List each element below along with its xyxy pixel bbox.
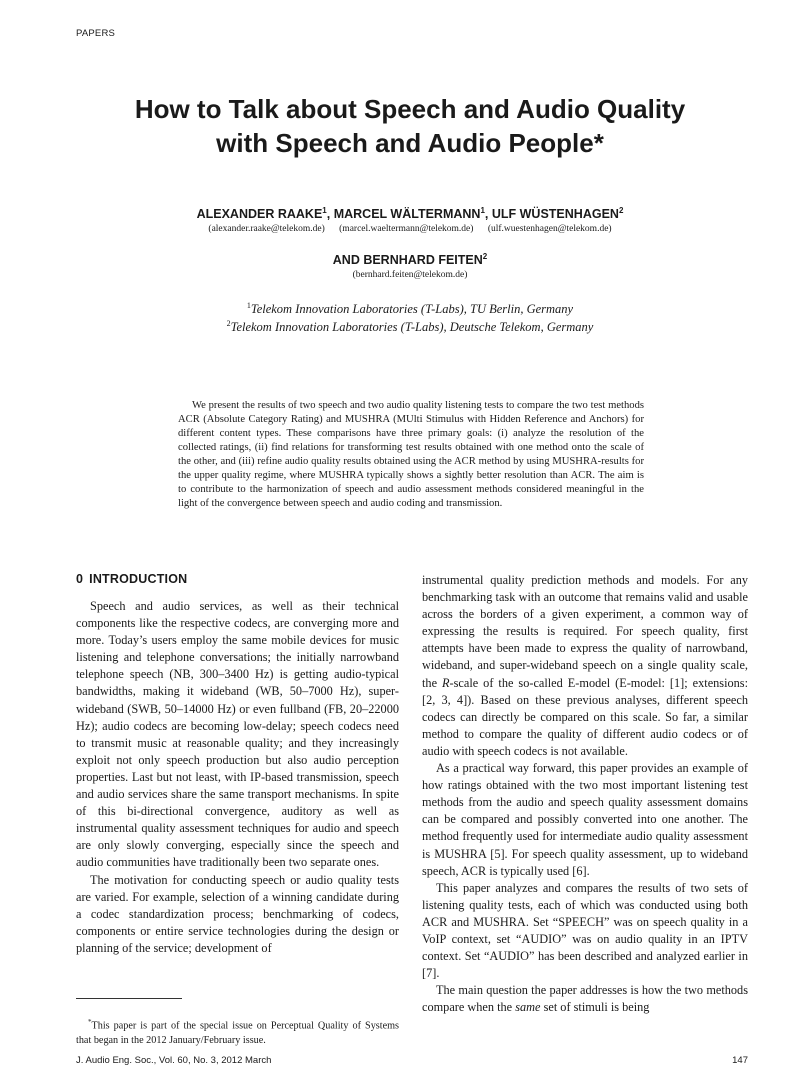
text-run: set of stimuli is being	[540, 1000, 650, 1015]
paper-title	[60, 92, 760, 160]
author-name: ULF WÜSTENHAGEN	[491, 207, 619, 222]
author-email: (alexander.raake@telekom.de)	[208, 224, 325, 234]
affiliation-marker: 2	[482, 252, 488, 261]
author-emails	[60, 224, 760, 234]
footnote-text: This paper is part of the special issue on Perceptual Quality of Systems that began in the 2012 January/February issue.	[76, 1020, 399, 1046]
author-name: MARCEL WÄLTERMANN	[333, 207, 481, 222]
author-name: ALEXANDER RAAKE	[196, 207, 323, 222]
body-paragraph: Speech and audio services, as well as their technical components like the respective codecs, are converging more and more. Today’s users employ the same mobile devices for music listening and telephone conversations; the initially narrowband telephone speech (NB, 300–3400 Hz) is getting audio-typical bandwidths, making it wideband (WB, 50–7000 Hz), super-wideband (SWB, 50–14000 Hz) or even fullband (FB, 20–22000 Hz); audio codecs are becoming low-delay; speech codecs need to transmit music at reasonable quality; and they increasingly exploit not only speech production but also audio perception properties. Last but not least, with IP-based transmission, speech and audio services share the same transport mechanisms. In spite of this bi-directional convergence, auditory as well as instrumental quality assessment techniques for audio and speech are only slowly converging, especially since the speech and audio communities have traditionally been two separate ones.	[76, 599, 399, 870]
section-number: 0	[76, 572, 84, 586]
section-heading	[76, 572, 399, 586]
affiliation-marker: 1	[246, 301, 251, 310]
text-run: -scale of the so-called E-model (E-model: [1]; extensions: [2, 3, 4]). Based on these previous analyses, different speech codecs can directly be compared on this scale. So far, a similar method to compare the quality of different audio codecs or of audio with speech codecs is not available.	[422, 675, 748, 758]
title-line-2: with Speech and Audio People*	[216, 128, 604, 158]
section-tag: PAPERS	[76, 28, 116, 39]
author-name: AND BERNHARD FEITEN	[332, 253, 483, 268]
footnote	[76, 1015, 399, 1047]
body-paragraph	[422, 572, 748, 760]
footnote-divider	[76, 998, 182, 999]
body-paragraph: The motivation for conducting speech or audio quality tests are varied. For example, selection of a winning candidate during a codec standardization process; benchmarking of codecs, components or entire service technologies during the design or planning of the service; development of	[76, 872, 399, 955]
author-list-continued	[60, 252, 760, 267]
body-paragraph: This paper analyzes and compares the results of two sets of listening quality tests, each of which was conducted using both ACR and MUSHRA. Set “SPEECH” was on speech quality in a VoIP context, set “AUDIO” was on audio quality in an IPTV context. Set “AUDIO” has been described and analyzed earlier in [7].	[422, 880, 748, 981]
affiliation-marker: 1	[322, 206, 327, 215]
italic-text: same	[515, 1000, 541, 1015]
journal-reference: J. Audio Eng. Soc., Vol. 60, No. 3, 2012 March	[76, 1055, 272, 1066]
left-column	[76, 572, 399, 957]
affiliation-marker: 2	[226, 319, 231, 328]
text-run: instrumental quality prediction methods and models. For any benchmarking task with an outcome that remains valid and usable across the borders of a given experiment, a common way of expressing the results is required. For speech quality, first attempts have been made to express the quality of narrowband, wideband, and super-wideband speech on a single quality scale, the	[422, 573, 748, 690]
author-email: (ulf.wuestenhagen@telekom.de)	[487, 224, 612, 234]
author-emails	[60, 270, 760, 280]
abstract: We present the results of two speech and two audio quality listening tests to compare the two test methods ACR (Absolute Category Rating) and MUSHRA (MUlti Stimulus with Hidden Reference and Anchors) for different content types. These comparisons have three primary goals: (i) analyze the resolution of the collected ratings, (ii) find relations for transforming test results obtained with one method onto the scale of the other, and (iii) refine audio quality results obtained using the ACR method by using MUSHRA-results for the upper quality regime, where MUSHRA typically shows a sightly better resolution than ACR. The aim is to contribute to the harmonization of speech and audio assessment methods considered meaningful in the light of the convergence between speech and audio coding and transmission.	[178, 399, 644, 510]
page-number: 147	[732, 1055, 748, 1066]
italic-text: R	[442, 675, 450, 690]
right-column	[422, 572, 748, 1016]
affiliation	[60, 301, 760, 317]
title-line-1: How to Talk about Speech and Audio Quality	[134, 94, 686, 124]
author-email: (bernhard.feiten@telekom.de)	[352, 270, 468, 280]
affiliation-text: Telekom Innovation Laboratories (T-Labs), TU Berlin, Germany	[250, 302, 574, 317]
text-run: The main question the paper addresses is how the two methods compare when the	[422, 983, 748, 1015]
affiliation-text: Telekom Innovation Laboratories (T-Labs), Deutsche Telekom, Germany	[230, 320, 594, 335]
affiliation-marker: 1	[480, 206, 485, 215]
footnote-marker: *	[88, 1018, 92, 1027]
affiliation	[60, 319, 760, 335]
author-email: (marcel.waeltermann@telekom.de)	[339, 224, 474, 234]
body-paragraph	[422, 982, 748, 1016]
body-paragraph: As a practical way forward, this paper provides an example of how ratings obtained with the two most important listening test methods from the audio and speech quality assessment domains can be compared and possibly converted into one another. The method frequently used for intermediate audio quality assessment is MUSHRA [5]. For speech quality assessment, up to wideband speech, ACR is typically used [6].	[422, 761, 748, 878]
section-title: INTRODUCTION	[89, 572, 188, 586]
affiliation-marker: 2	[618, 206, 624, 215]
author-list: ALEXANDER RAAKE$^1$, MARCEL WÄLTERMANN$^1$, ULF WÜSTENHAGEN$^2$	[196, 206, 624, 222]
